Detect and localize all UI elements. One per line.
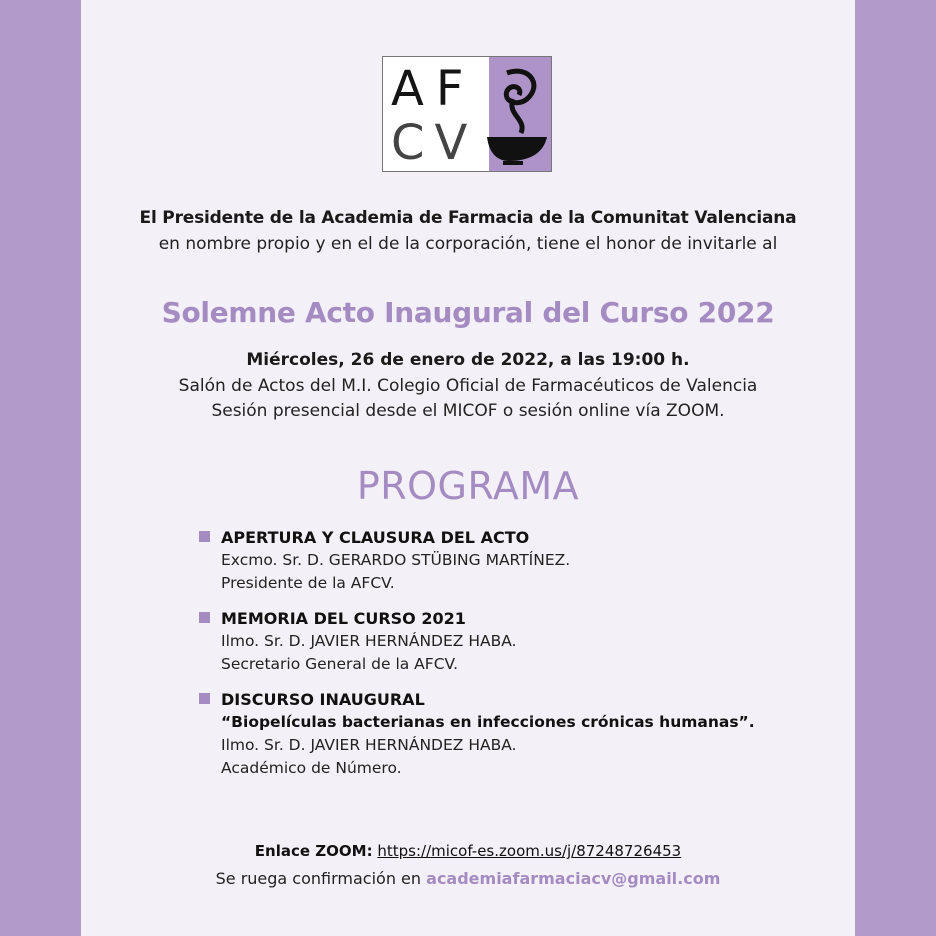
event-title: Solemne Acto Inaugural del Curso 2022: [161, 296, 775, 329]
program-item-quote: “Biopelículas bacterianas en infecciones crónicas humanas”.: [221, 713, 755, 731]
program-item-line: Secretario General de la AFCV.: [221, 655, 459, 673]
intro-line-1: El Presidente de la Academia de Farmacia de la Comunitat Valenciana: [139, 208, 797, 228]
program-item-line: Ilmo. Sr. D. JAVIER HERNÁNDEZ HABA.: [221, 632, 517, 650]
square-bullet-icon: [199, 693, 210, 704]
program-item-line: Académico de Número.: [221, 759, 402, 777]
zoom-label: Enlace ZOOM:: [254, 842, 373, 860]
program-item-title: APERTURA Y CLAUSURA DEL ACTO: [221, 528, 530, 547]
invitation-page: [81, 0, 855, 936]
program-item-line: Excmo. Sr. D. GERARDO STÜBING MARTÍNEZ.: [221, 551, 571, 569]
afcv-logo: [382, 56, 552, 172]
program-item-title: MEMORIA DEL CURSO 2021: [221, 609, 466, 628]
programa-heading: PROGRAMA: [356, 464, 580, 508]
program-item-title: DISCURSO INAUGURAL: [221, 690, 425, 709]
event-date: Miércoles, 26 de enero de 2022, a las 19:00 h.: [246, 350, 690, 370]
bowl-of-hygieia-icon: [487, 63, 549, 171]
email-link[interactable]: academiafarmaciacv@gmail.com: [426, 869, 721, 888]
program-item-line: Presidente de la AFCV.: [221, 574, 395, 592]
square-bullet-icon: [199, 612, 210, 623]
zoom-link-line: [81, 842, 855, 860]
logo-letters-bottom: CV: [391, 115, 478, 171]
program-item-line: Ilmo. Sr. D. JAVIER HERNÁNDEZ HABA.: [221, 736, 517, 754]
logo-letters-top: AF: [391, 61, 476, 117]
zoom-link[interactable]: https://micof-es.zoom.us/j/87248726453: [377, 842, 682, 860]
confirm-line: [81, 869, 855, 888]
event-session: Sesión presencial desde el MICOF o sesión online vía ZOOM.: [211, 401, 725, 421]
square-bullet-icon: [199, 531, 210, 542]
event-venue: Salón de Actos del M.I. Colegio Oficial de Farmacéuticos de Valencia: [178, 376, 758, 396]
confirm-text: Se ruega confirmación en: [215, 869, 422, 888]
intro-line-2: en nombre propio y en el de la corporación, tiene el honor de invitarle al: [158, 234, 778, 254]
